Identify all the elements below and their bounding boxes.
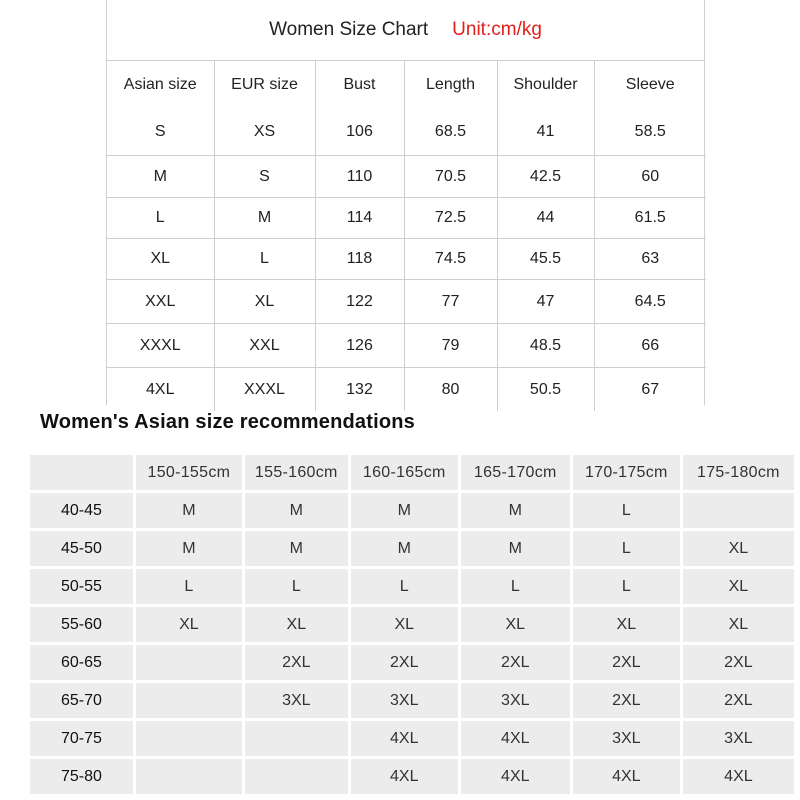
table-row bbox=[107, 198, 706, 239]
table-cell: 118 bbox=[315, 239, 404, 280]
table-cell: 58.5 bbox=[594, 108, 706, 156]
size-cell bbox=[245, 759, 348, 794]
height-header-cell: 155-160cm bbox=[245, 455, 348, 490]
size-cell bbox=[136, 759, 242, 794]
unit-label: Unit:cm/kg bbox=[452, 19, 542, 40]
table-cell: 72.5 bbox=[404, 198, 497, 239]
weight-cell: 50-55 bbox=[30, 569, 133, 604]
table-cell: 74.5 bbox=[404, 239, 497, 280]
weight-cell: 40-45 bbox=[30, 493, 133, 528]
size-cell: 2XL bbox=[461, 645, 570, 680]
size-table-body bbox=[107, 108, 706, 411]
table-cell: 67 bbox=[641, 380, 660, 398]
table-row bbox=[107, 156, 706, 198]
size-cell: 2XL bbox=[573, 683, 680, 718]
header-cell: EUR size bbox=[214, 61, 315, 108]
table-cell: 122 bbox=[315, 280, 404, 324]
table-cell: 48.5 bbox=[497, 324, 594, 368]
table-row bbox=[30, 531, 794, 566]
table-cell: 61.5 bbox=[594, 198, 706, 239]
size-cell: L bbox=[245, 569, 348, 604]
size-cell: 4XL bbox=[461, 721, 570, 756]
recommendation-table bbox=[27, 452, 797, 797]
table-cell: M bbox=[214, 198, 315, 239]
table-cell: S bbox=[214, 156, 315, 198]
recommendation-table-body bbox=[30, 455, 794, 794]
size-cell: 2XL bbox=[573, 645, 680, 680]
size-cell: L bbox=[573, 569, 680, 604]
table-cell: 47 bbox=[497, 280, 594, 324]
table-cell: 63 bbox=[594, 239, 706, 280]
table-cell: 60 bbox=[594, 156, 706, 198]
height-header-cell: 175-180cm bbox=[683, 455, 794, 490]
table-row bbox=[107, 280, 706, 324]
size-cell bbox=[136, 645, 242, 680]
table-cell: XL bbox=[107, 239, 214, 280]
table-cell: 77 bbox=[404, 280, 497, 324]
size-cell bbox=[245, 721, 348, 756]
size-cell: 3XL bbox=[245, 683, 348, 718]
size-cell bbox=[136, 721, 242, 756]
weight-cell: 45-50 bbox=[30, 531, 133, 566]
size-cell: 3XL bbox=[573, 721, 680, 756]
header-cell: Bust bbox=[315, 61, 404, 108]
size-table bbox=[107, 61, 706, 411]
size-cell: 2XL bbox=[683, 683, 794, 718]
size-cell: L bbox=[136, 569, 242, 604]
height-header-cell: 160-165cm bbox=[351, 455, 458, 490]
weight-cell: 55-60 bbox=[30, 607, 133, 642]
table-row bbox=[30, 645, 794, 680]
size-cell: M bbox=[245, 531, 348, 566]
height-header-cell: 165-170cm bbox=[461, 455, 570, 490]
size-cell: M bbox=[136, 531, 242, 566]
size-cell: 3XL bbox=[351, 683, 458, 718]
table-row bbox=[30, 569, 794, 604]
table-cell: 41 bbox=[497, 108, 594, 156]
size-cell: M bbox=[136, 493, 242, 528]
chart-title-bar bbox=[107, 0, 704, 61]
table-row bbox=[107, 239, 706, 280]
size-cell: L bbox=[573, 531, 680, 566]
table-cell: M bbox=[107, 156, 214, 198]
table-cell: 79 bbox=[404, 324, 497, 368]
size-cell: XL bbox=[683, 569, 794, 604]
weight-cell: 65-70 bbox=[30, 683, 133, 718]
table-cell: 114 bbox=[315, 198, 404, 239]
size-cell: XL bbox=[683, 607, 794, 642]
size-cell: 4XL bbox=[351, 721, 458, 756]
corner-cell bbox=[30, 455, 133, 490]
size-cell: XL bbox=[136, 607, 242, 642]
weight-cell: 70-75 bbox=[30, 721, 133, 756]
table-cell: XXXL bbox=[107, 324, 214, 368]
table-cell: 44 bbox=[497, 198, 594, 239]
weight-cell: 60-65 bbox=[30, 645, 133, 680]
size-cell: M bbox=[461, 493, 570, 528]
table-cell: 132 bbox=[315, 368, 404, 412]
table-cell: 4XL bbox=[107, 368, 214, 412]
table-cell: 68.5 bbox=[404, 108, 497, 156]
table-cell: 110 bbox=[315, 156, 404, 198]
size-cell: L bbox=[573, 493, 680, 528]
table-cell: 50.5 bbox=[497, 368, 594, 412]
size-table-header bbox=[107, 61, 706, 108]
table-cell: 126 bbox=[315, 324, 404, 368]
size-cell: XL bbox=[573, 607, 680, 642]
header-cell: Length bbox=[404, 61, 497, 108]
size-cell: 2XL bbox=[245, 645, 348, 680]
chart-title: Women Size Chart bbox=[269, 19, 429, 40]
header-cell: Sleeve bbox=[625, 75, 675, 93]
size-cell: 2XL bbox=[683, 645, 794, 680]
table-cell: 106 bbox=[315, 108, 404, 156]
table-cell: XXXL bbox=[214, 368, 315, 412]
table-cell: 70.5 bbox=[404, 156, 497, 198]
table-row bbox=[107, 108, 706, 156]
size-cell: 4XL bbox=[573, 759, 680, 794]
size-cell bbox=[683, 493, 794, 528]
table-row bbox=[107, 368, 706, 412]
table-cell: 66 bbox=[594, 324, 706, 368]
size-cell: M bbox=[245, 493, 348, 528]
size-chart bbox=[106, 0, 705, 405]
size-cell: M bbox=[461, 531, 570, 566]
size-cell: XL bbox=[461, 607, 570, 642]
size-cell: XL bbox=[683, 531, 794, 566]
table-cell: 64.5 bbox=[594, 280, 706, 324]
table-row bbox=[30, 721, 794, 756]
weight-cell: 75-80 bbox=[30, 759, 133, 794]
height-header-cell: 170-175cm bbox=[573, 455, 680, 490]
header-cell: Asian size bbox=[107, 61, 214, 108]
size-cell: M bbox=[351, 493, 458, 528]
size-cell: 2XL bbox=[351, 645, 458, 680]
table-cell: XXL bbox=[107, 280, 214, 324]
size-cell: L bbox=[461, 569, 570, 604]
table-cell: L bbox=[214, 239, 315, 280]
table-cell: 42.5 bbox=[497, 156, 594, 198]
height-header-row bbox=[30, 455, 794, 490]
table-row bbox=[30, 683, 794, 718]
height-header-cell: 150-155cm bbox=[136, 455, 242, 490]
table-row bbox=[30, 493, 794, 528]
table-cell: S bbox=[107, 108, 214, 156]
size-cell: M bbox=[351, 531, 458, 566]
table-cell: XL bbox=[214, 280, 315, 324]
size-cell bbox=[136, 683, 242, 718]
size-cell: XL bbox=[351, 607, 458, 642]
table-cell: XS bbox=[214, 108, 315, 156]
header-cell: Shoulder bbox=[497, 61, 594, 108]
recommendations-heading: Women's Asian size recommendations bbox=[40, 411, 415, 433]
table-cell: XXL bbox=[214, 324, 315, 368]
size-cell: 3XL bbox=[683, 721, 794, 756]
table-row bbox=[107, 324, 706, 368]
size-cell: 4XL bbox=[351, 759, 458, 794]
table-row bbox=[30, 759, 794, 794]
table-row bbox=[30, 607, 794, 642]
size-cell: 4XL bbox=[461, 759, 570, 794]
size-cell: L bbox=[351, 569, 458, 604]
table-cell: 80 bbox=[404, 368, 497, 412]
size-cell: 3XL bbox=[461, 683, 570, 718]
size-cell: 4XL bbox=[683, 759, 794, 794]
table-cell: L bbox=[107, 198, 214, 239]
table-cell: 45.5 bbox=[497, 239, 594, 280]
size-cell: XL bbox=[245, 607, 348, 642]
